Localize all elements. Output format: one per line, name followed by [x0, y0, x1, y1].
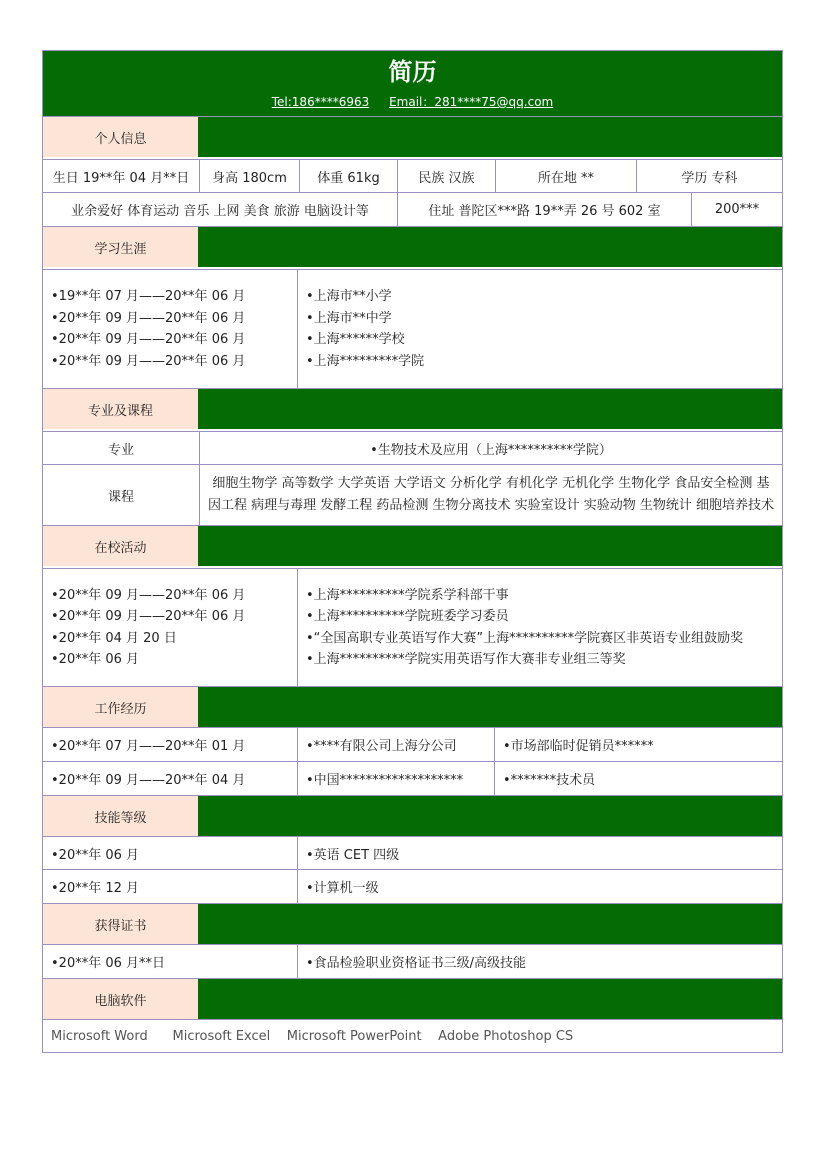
cert-date: •20**年 06 月**日	[51, 956, 166, 971]
list-item: •19**年 07 月——20**年 06 月	[51, 289, 246, 304]
list-item: •上海市**小学	[306, 289, 392, 304]
location-cell: 所在地 **	[495, 160, 636, 192]
section-major	[42, 388, 783, 429]
section-label: 电脑软件	[43, 979, 198, 1019]
list-item: •20**年 09 月——20**年 06 月	[51, 353, 246, 369]
section-campus	[42, 525, 783, 566]
cert-row	[42, 944, 783, 978]
list-item: •20**年 09 月——20**年 06 月	[51, 609, 246, 624]
ethnicity-cell: 民族 汉族	[397, 160, 495, 192]
list-item: •20**年 09 月——20**年 06 月	[51, 332, 246, 347]
section-bar	[198, 526, 782, 566]
list-item: •上海*********学院	[306, 353, 425, 369]
skill-item: •计算机一级	[297, 870, 782, 903]
major-label: 专业	[107, 442, 134, 458]
study-row	[42, 269, 783, 388]
list-item: •20**年 09 月——20**年 06 月	[51, 587, 246, 603]
resume	[42, 50, 783, 1053]
postcode-cell: 200***	[691, 193, 782, 226]
work-role: •*******技术员	[494, 762, 782, 795]
section-bar	[198, 904, 782, 944]
education-cell: 学历 专科	[636, 160, 782, 192]
email-link[interactable]: Email：281****75@qq.com	[389, 95, 554, 109]
skill-item: •英语 CET 四级	[297, 837, 782, 869]
list-item: •20**年 06 月	[51, 652, 140, 667]
list-item: •上海******学校	[306, 332, 405, 347]
list-item: •“全国高职专业英语写作大赛”上海**********学院赛区非英语专业组鼓励奖	[306, 630, 744, 646]
list-item: •20**年 09 月——20**年 06 月	[51, 310, 246, 326]
course-line: 细胞生物学 高等数学 大学英语 大学语文 分析化学 有机化学 无机化学 生物化学 食品安全检测 基	[212, 476, 770, 491]
course-label: 课程	[107, 489, 134, 505]
personal-row-1	[42, 159, 783, 192]
skill-row	[42, 869, 783, 903]
skill-date: •20**年 06 月	[51, 847, 140, 863]
section-bar	[198, 687, 782, 727]
section-personal	[42, 116, 783, 157]
section-label: 在校活动	[43, 526, 198, 566]
list-item: •上海**********学院实用英语写作大赛非专业组三等奖	[306, 652, 626, 667]
software-row	[42, 1019, 783, 1053]
work-row	[42, 761, 783, 795]
resume-header	[42, 50, 783, 116]
study-dates	[43, 270, 297, 388]
software-list: Microsoft Word Microsoft Excel Microsoft PowerPoint Adobe Photoshop CS	[51, 1028, 574, 1044]
work-company: •中国*******************	[297, 762, 494, 795]
list-item: •20**年 04 月 20 日	[51, 630, 177, 646]
section-bar	[198, 389, 782, 429]
weight-cell: 体重 61kg	[299, 160, 397, 192]
hobbies-cell: 业余爱好 体育运动 音乐 上网 美食 旅游 电脑设计等	[71, 204, 369, 219]
page-title: 简历	[388, 58, 437, 86]
skill-row	[42, 836, 783, 869]
course-line: 因工程 病理与毒理 发酵工程 药品检测 生物分离技术 实验室设计 实验动物 生物统计 细胞培养技术	[207, 498, 774, 513]
course-row	[42, 464, 783, 525]
section-label: 工作经历	[43, 687, 198, 727]
section-label: 个人信息	[43, 117, 198, 157]
section-label: 学习生涯	[43, 227, 198, 267]
major-value: •生物技术及应用（上海**********学院）	[199, 432, 782, 464]
contact-line	[43, 93, 782, 110]
major-row	[42, 431, 783, 464]
section-bar	[198, 979, 782, 1019]
campus-row	[42, 568, 783, 686]
work-date: •20**年 09 月——20**年 04 月	[51, 773, 246, 788]
work-row	[42, 727, 783, 761]
work-date: •20**年 07 月——20**年 01 月	[51, 739, 246, 754]
section-label: 技能等级	[43, 796, 198, 836]
campus-items	[297, 569, 782, 686]
height-cell: 身高 180cm	[199, 160, 299, 192]
address-cell: 住址 普陀区***路 19**弄 26 号 602 室	[397, 193, 691, 226]
section-software	[42, 978, 783, 1019]
list-item: •上海**********学院班委学习委员	[306, 609, 509, 624]
work-role: •市场部临时促销员******	[494, 728, 782, 761]
section-bar	[198, 117, 782, 157]
section-label: 获得证书	[43, 904, 198, 944]
campus-dates	[43, 569, 297, 686]
cert-item: •食品检验职业资格证书三级/高级技能	[297, 945, 782, 978]
section-certs	[42, 903, 783, 944]
personal-row-2	[42, 192, 783, 226]
section-study	[42, 226, 783, 267]
section-bar	[198, 796, 782, 836]
birth-cell: 生日 19**年 04 月**日	[52, 170, 190, 186]
list-item: •上海市**中学	[306, 310, 392, 326]
section-label: 专业及课程	[43, 389, 198, 429]
study-schools	[297, 270, 782, 388]
tel-link[interactable]: Tel:186****6963	[271, 95, 370, 109]
section-bar	[198, 227, 782, 267]
course-list	[199, 465, 782, 525]
section-skills	[42, 795, 783, 836]
skill-date: •20**年 12 月	[51, 881, 140, 896]
section-work	[42, 686, 783, 727]
list-item: •上海**********学院系学科部干事	[306, 587, 509, 603]
work-company: •****有限公司上海分公司	[297, 728, 494, 761]
